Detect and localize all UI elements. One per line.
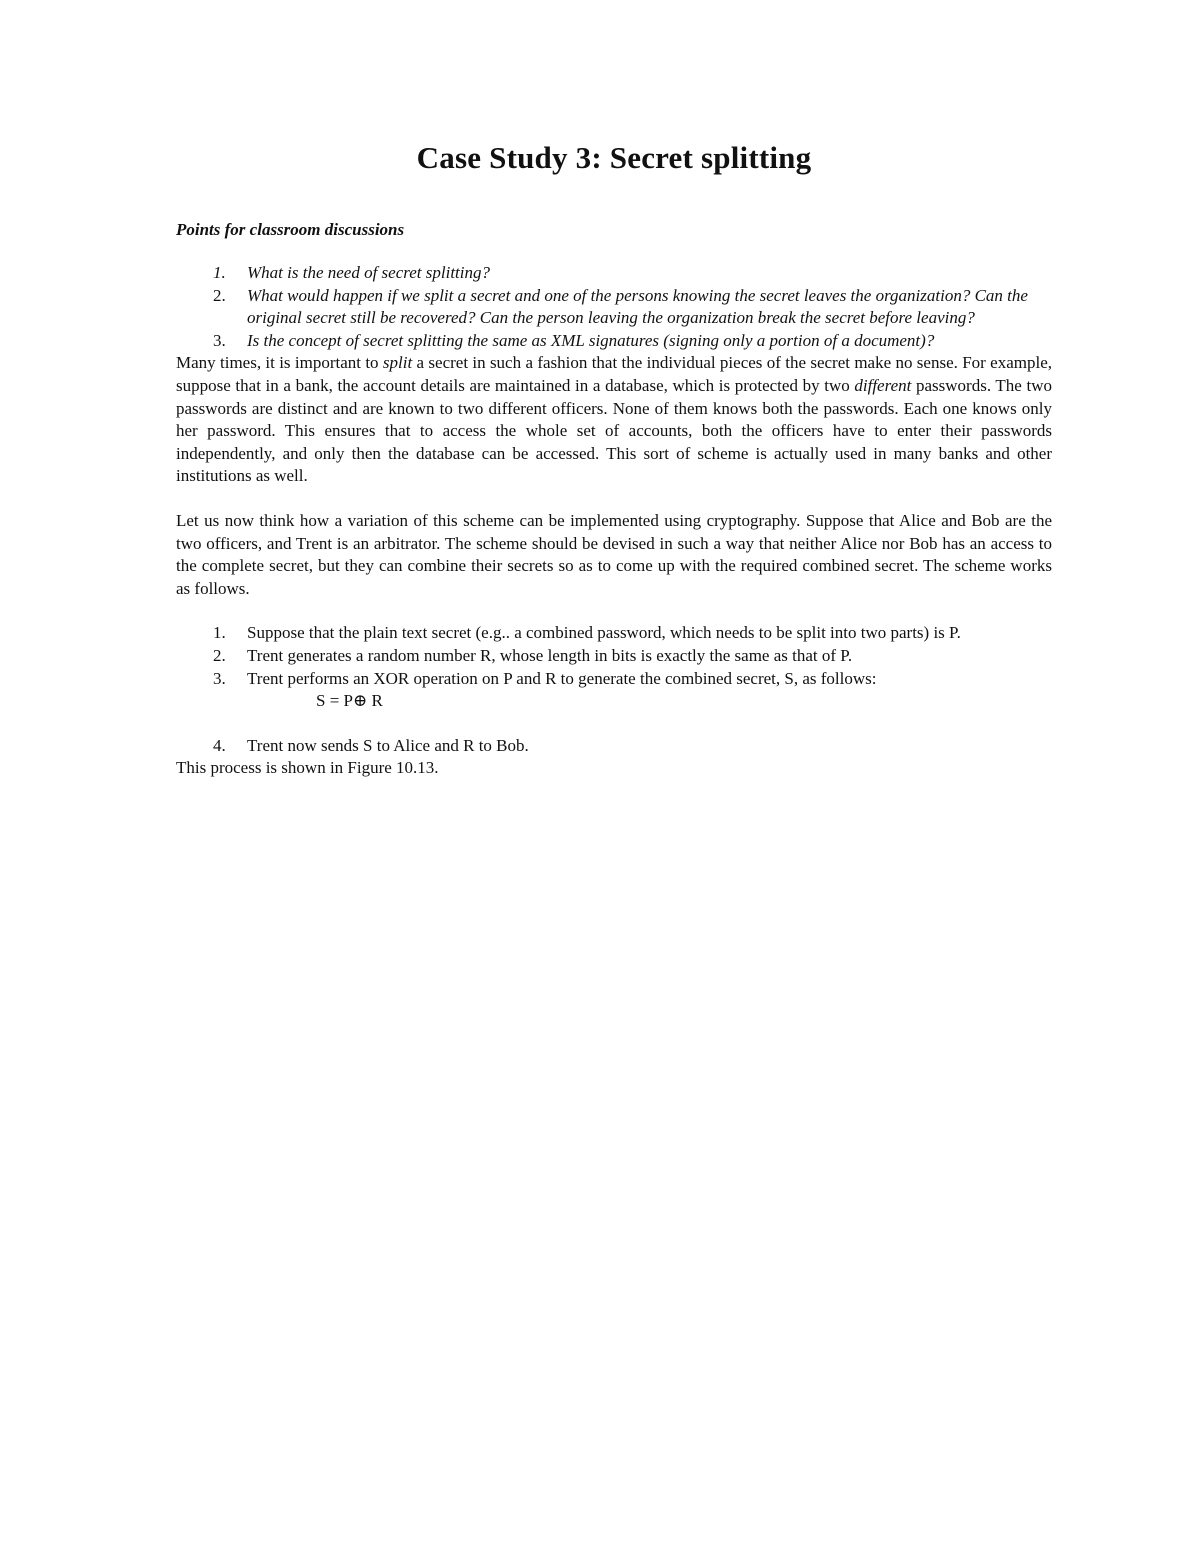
list-item-number: 2.	[213, 285, 226, 305]
list-item	[176, 645, 1052, 668]
paragraph-intro	[176, 352, 1052, 488]
list-item-number: 2.	[213, 645, 226, 665]
list-item	[176, 262, 1052, 285]
list-item-number: 1.	[213, 263, 226, 282]
list-item	[176, 285, 1052, 330]
list-item-text: Suppose that the plain text secret (e.g.. a combined password, which needs to be split into two parts) is P.	[247, 623, 961, 643]
closing-sentence: This process is shown in Figure 10.13.	[176, 758, 439, 778]
list-item	[176, 735, 1052, 758]
scheme-steps-list	[176, 622, 1052, 690]
paragraph-text: passwords. The two passwords are distinct and are known to two different officers. None of them knows both the passwords. Each one knows only her password. This ensures that to access the whole set of accounts, both the officers have to enter their passwords independently, and only then the database can be accessed. This sort of scheme is actually used in many banks and other institutions as well.	[176, 375, 1052, 486]
list-item-number: 4.	[213, 735, 226, 755]
document-title: Case Study 3: Secret splitting	[416, 140, 812, 175]
list-item	[176, 622, 1052, 645]
paragraph-text: Many times, it is important to	[176, 353, 383, 373]
list-item-text: Trent now sends S to Alice and R to Bob.	[247, 735, 529, 755]
emphasis-split: split	[382, 353, 413, 373]
list-item	[176, 330, 1052, 353]
list-item-text: Trent generates a random number R, whose length in bits is exactly the same as that of P.	[247, 645, 853, 665]
list-item-number: 3.	[213, 668, 226, 688]
emphasis-different: different	[854, 375, 912, 395]
document-page	[176, 140, 1052, 780]
list-item-text: What is the need of secret splitting?	[247, 263, 490, 282]
list-item	[176, 668, 1052, 691]
xor-equation: S = P⊕ R	[316, 691, 383, 711]
list-item-text: Is the concept of secret splitting the same as XML signatures (signing only a portion of a document)?	[247, 330, 935, 350]
list-item-text: What would happen if we split a secret and one of the persons knowing the secret leaves the organization? Can the original secret still be recovered? Can the person leaving the organization break the secret before leaving?	[247, 285, 1028, 328]
paragraph-scheme: Let us now think how a variation of this scheme can be implemented using cryptography. Suppose that Alice and Bob are the two officers, and Trent is an arbitrator. The scheme should be devised in such a way that neither Alice nor Bob has an access to the complete secret, but they can combine their secrets so as to come up with the required combined secret. The scheme works as follows.	[176, 510, 1052, 598]
list-item-text: Trent performs an XOR operation on P and R to generate the combined secret, S, as follows:	[247, 668, 877, 688]
discussion-question-list	[176, 262, 1052, 352]
list-item-number: 1.	[213, 623, 226, 643]
discussion-subheading: Points for classroom discussions	[176, 220, 405, 239]
paragraph-text: a secret in such a fashion that the individual pieces of the secret make no sense. For example, suppose that in a bank, the account details are maintained in a database, which is protected by two	[176, 353, 1052, 395]
list-item-number: 3.	[213, 330, 226, 350]
scheme-steps-list-continued	[176, 735, 1052, 758]
